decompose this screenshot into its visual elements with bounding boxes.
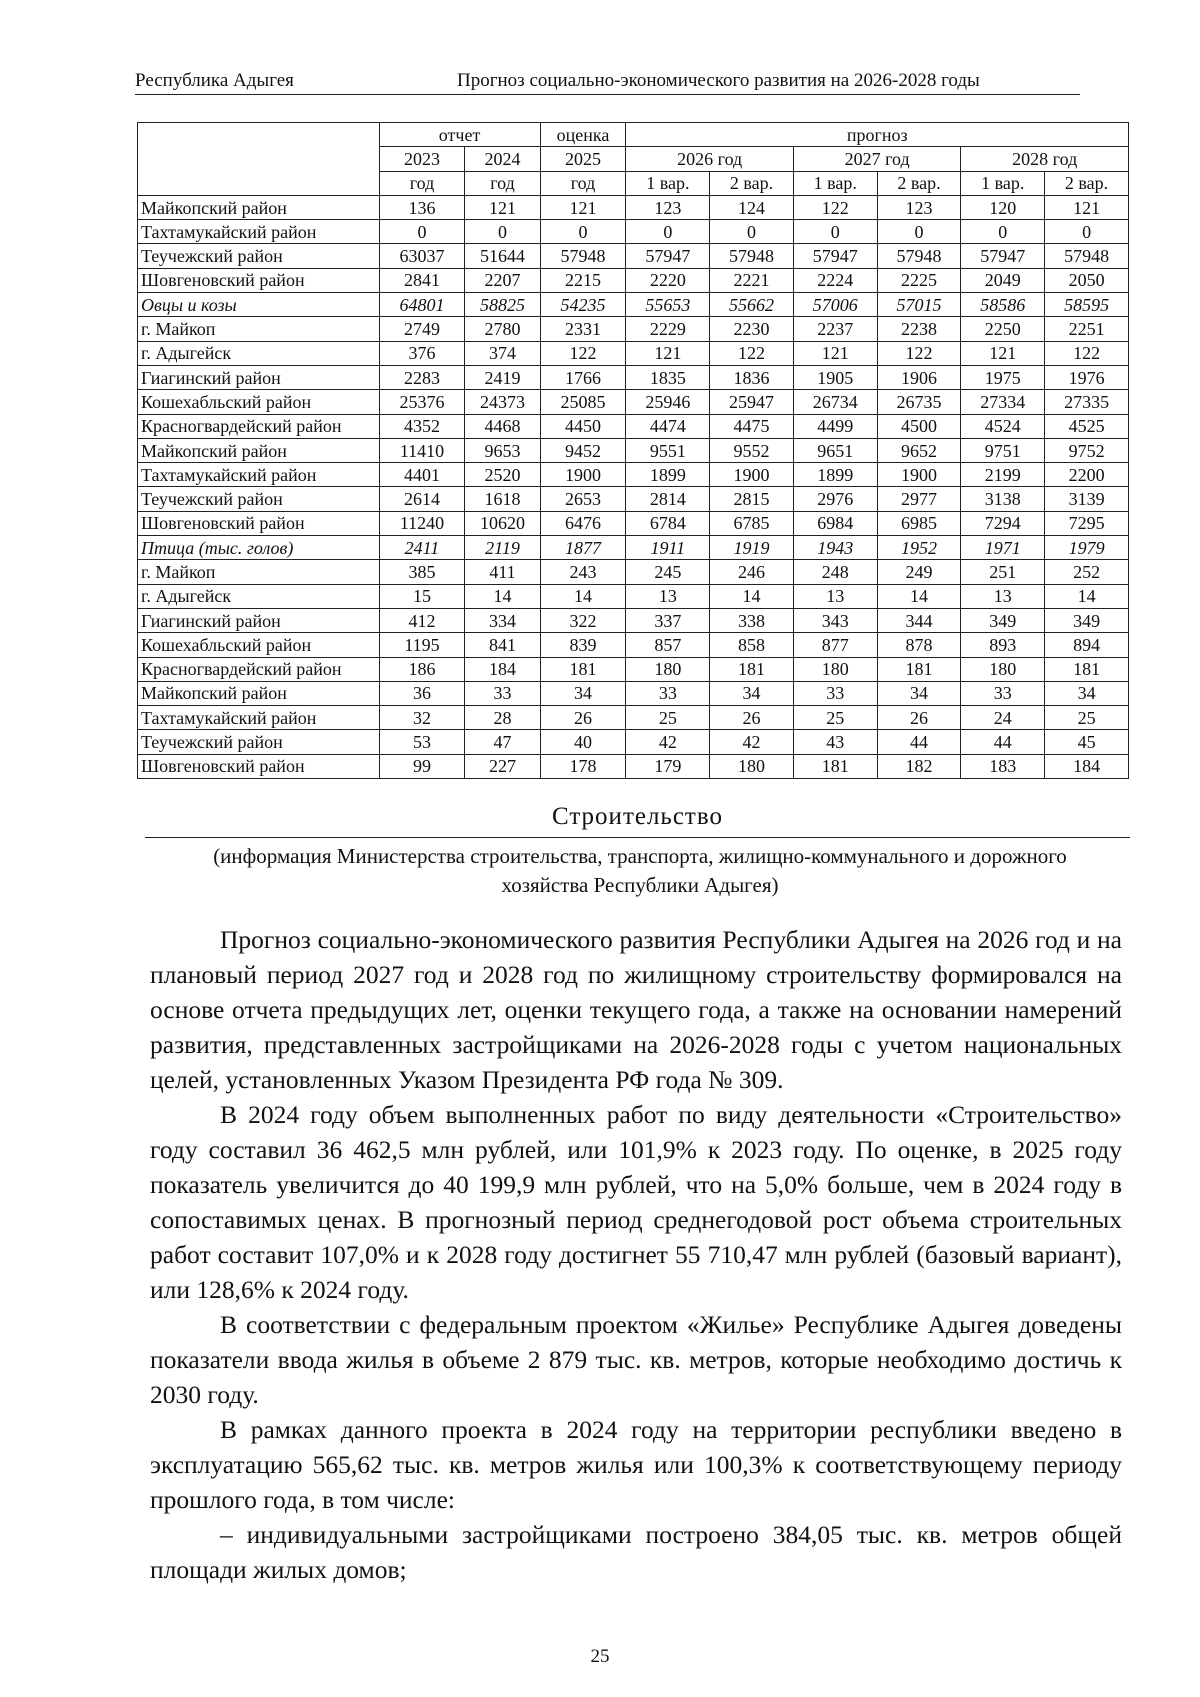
table-cell: 227 [465,754,540,778]
table-cell: 181 [793,754,877,778]
header-group-report: отчет [379,123,540,147]
table-cell: 57006 [793,293,877,317]
table-cell: 343 [793,608,877,632]
table-row [138,220,1129,244]
table-cell: 26 [540,706,626,730]
table-cell: 40 [540,730,626,754]
table-cell: 0 [379,220,465,244]
table-cell: 412 [379,608,465,632]
table-cell: 2614 [379,487,465,511]
table-cell: 179 [626,754,710,778]
header-group-estimate: оценка [540,123,626,147]
row-label: Гиагинский район [138,608,380,632]
running-header [135,68,1080,95]
body-text [150,922,1122,1587]
paragraph: Прогноз социально-экономического развития Республики Адыгея на 2026 год и на плановый период 2027 год и 2028 год по жилищному строительству формировался на основе отчета предыдущих лет, оценки текущего года, а также на основании намерений развития, представленных застройщиками на 2026-2028 годы с учетом национальных целей, установленных Указом Президента РФ года № 309. [150,925,1122,1094]
table-cell: 121 [465,195,540,219]
table-cell: 184 [1045,754,1129,778]
table-cell: 33 [961,681,1045,705]
table-cell: 9653 [465,438,540,462]
table-cell: 25 [626,706,710,730]
table-cell: 51644 [465,244,540,268]
table-cell: 14 [877,584,961,608]
table-cell: 4468 [465,414,540,438]
table-cell: 181 [540,657,626,681]
table-cell: 45 [1045,730,1129,754]
table-cell: 248 [793,560,877,584]
table-cell: 0 [961,220,1045,244]
header-variant: 2 вар. [877,171,961,195]
table-cell: 28 [465,706,540,730]
table-cell: 2331 [540,317,626,341]
table-row [138,633,1129,657]
forecast-table [137,122,1129,779]
table-row [138,681,1129,705]
row-label: Кошехабльский район [138,390,380,414]
table-cell: 3139 [1045,487,1129,511]
table-cell: 180 [961,657,1045,681]
table-header-group-row [138,123,1129,147]
table-cell: 25376 [379,390,465,414]
section-title: Строительство [551,803,723,830]
table-cell: 14 [710,584,794,608]
header-title: Прогноз социально-экономического развития на 2026-2028 годы [457,70,980,91]
section-divider [145,837,1130,838]
table-row [138,317,1129,341]
table-cell: 43 [793,730,877,754]
table-row [138,511,1129,535]
table-cell: 894 [1045,633,1129,657]
table-cell: 44 [877,730,961,754]
table-row [138,608,1129,632]
table-cell: 24 [961,706,1045,730]
row-label: Тахтамукайский район [138,463,380,487]
table-row [138,293,1129,317]
table-cell: 122 [540,341,626,365]
table-corner-cell [138,123,380,196]
table-cell: 54235 [540,293,626,317]
row-label: Тахтамукайский район [138,220,380,244]
row-label: г. Майкоп [138,560,380,584]
table-row [138,706,1129,730]
table-cell: 42 [626,730,710,754]
row-label: Гиагинский район [138,365,380,389]
table-cell: 2207 [465,268,540,292]
row-label: Теучежский район [138,487,380,511]
table-cell: 121 [1045,195,1129,219]
table-cell: 1911 [626,536,710,560]
table-cell: 2238 [877,317,961,341]
header-year-2025: 2025 [540,147,626,171]
header-variant: 2 вар. [710,171,794,195]
table-cell: 13 [793,584,877,608]
table-cell: 181 [710,657,794,681]
table-row [138,536,1129,560]
table-cell: 2841 [379,268,465,292]
table-row [138,438,1129,462]
table-cell: 374 [465,341,540,365]
table-cell: 2050 [1045,268,1129,292]
table-cell: 243 [540,560,626,584]
table-cell: 1836 [710,365,794,389]
table-cell: 63037 [379,244,465,268]
table-cell: 1979 [1045,536,1129,560]
table-cell: 0 [465,220,540,244]
table-cell: 4499 [793,414,877,438]
table-cell: 122 [877,341,961,365]
table-cell: 4525 [1045,414,1129,438]
row-label: г. Адыгейск [138,584,380,608]
table-cell: 252 [1045,560,1129,584]
table-cell: 53 [379,730,465,754]
table-cell: 57948 [877,244,961,268]
header-group-forecast: прогноз [626,123,1129,147]
header-variant: 1 вар. [626,171,710,195]
table-cell: 9551 [626,438,710,462]
table-cell: 2237 [793,317,877,341]
table-cell: 26735 [877,390,961,414]
row-label: Птица (тыс. голов) [138,536,380,560]
table-cell: 251 [961,560,1045,584]
table-cell: 2815 [710,487,794,511]
table-cell: 34 [877,681,961,705]
paragraph: В рамках данного проекта в 2024 году на территории республики введено в эксплуатацию 565,62 тыс. кв. метров жилья или 100,3% к соответствующему периоду прошлого года, в том числе: [150,1415,1122,1514]
table-cell: 4352 [379,414,465,438]
table-row [138,560,1129,584]
table-cell: 4475 [710,414,794,438]
paragraph: В соответствии с федеральным проектом «Жилье» Республике Адыгея доведены показатели ввода жилья в объеме 2 879 тыс. кв. метров, которые необходимо достичь к 2030 году. [150,1310,1122,1409]
table-cell: 27335 [1045,390,1129,414]
table-cell: 1877 [540,536,626,560]
table-cell: 2119 [465,536,540,560]
table-row [138,244,1129,268]
table-row [138,657,1129,681]
row-label: г. Адыгейск [138,341,380,365]
page-number: 25 [590,1646,610,1667]
header-year-2028: 2028 год [961,147,1129,171]
row-label: Майкопский район [138,438,380,462]
table-cell: 42 [710,730,794,754]
table-cell: 338 [710,608,794,632]
table-cell: 245 [626,560,710,584]
table-cell: 6785 [710,511,794,535]
table-cell: 878 [877,633,961,657]
table-cell: 6985 [877,511,961,535]
table-cell: 36 [379,681,465,705]
table-cell: 841 [465,633,540,657]
table-cell: 183 [961,754,1045,778]
table-cell: 376 [379,341,465,365]
table-row [138,487,1129,511]
table-cell: 180 [710,754,794,778]
table-cell: 1899 [626,463,710,487]
table-cell: 11240 [379,511,465,535]
table-cell: 178 [540,754,626,778]
table-cell: 14 [540,584,626,608]
table-cell: 7294 [961,511,1045,535]
table-cell: 25946 [626,390,710,414]
header-year-2024: 2024 [465,147,540,171]
row-label: Кошехабльский район [138,633,380,657]
section-source-note: (информация Министерства строительства, транспорта, жилищно-коммунального и дорожного хозяйства Республики Адыгея) [213,844,1067,897]
header-region: Республика Адыгея [135,70,294,91]
table-cell: 344 [877,608,961,632]
table-cell: 11410 [379,438,465,462]
table-row [138,584,1129,608]
table-cell: 47 [465,730,540,754]
table-cell: 33 [793,681,877,705]
table-cell: 2230 [710,317,794,341]
table-cell: 2225 [877,268,961,292]
header-year-2027: 2027 год [793,147,960,171]
table-cell: 181 [877,657,961,681]
table-cell: 55653 [626,293,710,317]
table-cell: 6476 [540,511,626,535]
table-cell: 2814 [626,487,710,511]
table-cell: 857 [626,633,710,657]
table-row [138,390,1129,414]
table-cell: 1618 [465,487,540,511]
table-cell: 99 [379,754,465,778]
header-variant: 2 вар. [1045,171,1129,195]
table-cell: 2250 [961,317,1045,341]
table-cell: 121 [961,341,1045,365]
table-cell: 1919 [710,536,794,560]
table-row [138,195,1129,219]
table-cell: 0 [1045,220,1129,244]
table-cell: 58595 [1045,293,1129,317]
table-cell: 322 [540,608,626,632]
table-cell: 2419 [465,365,540,389]
table-cell: 1952 [877,536,961,560]
header-year-word: год [540,171,626,195]
row-label: Шовгеновский район [138,754,380,778]
table-cell: 839 [540,633,626,657]
table-cell: 123 [626,195,710,219]
table-cell: 4401 [379,463,465,487]
table-cell: 2520 [465,463,540,487]
table-cell: 33 [465,681,540,705]
table-cell: 136 [379,195,465,219]
paragraph-list-item: – индивидуальными застройщиками построено 384,05 тыс. кв. метров общей площади жилых домов; [150,1520,1122,1584]
table-cell: 122 [710,341,794,365]
header-year-2023: 2023 [379,147,465,171]
table-cell: 57947 [626,244,710,268]
table-row [138,414,1129,438]
table-cell: 1900 [877,463,961,487]
table-cell: 25085 [540,390,626,414]
table-cell: 2221 [710,268,794,292]
table-cell: 1835 [626,365,710,389]
row-label: Майкопский район [138,195,380,219]
table-cell: 337 [626,608,710,632]
table-cell: 349 [961,608,1045,632]
table-cell: 25947 [710,390,794,414]
table-cell: 349 [1045,608,1129,632]
table-cell: 2977 [877,487,961,511]
header-year-2026: 2026 год [626,147,793,171]
table-cell: 2199 [961,463,1045,487]
table-cell: 44 [961,730,1045,754]
table-cell: 0 [793,220,877,244]
table-cell: 10620 [465,511,540,535]
table-cell: 57948 [540,244,626,268]
table-cell: 0 [626,220,710,244]
table-cell: 2283 [379,365,465,389]
table-cell: 858 [710,633,794,657]
table-cell: 877 [793,633,877,657]
table-cell: 4450 [540,414,626,438]
table-cell: 1905 [793,365,877,389]
table-row [138,754,1129,778]
table-cell: 1971 [961,536,1045,560]
paragraph: В 2024 году объем выполненных работ по виду деятельности «Строительство» году составил 36 462,5 млн рублей, или 101,9% к 2023 году. По оценке, в 2025 году показатель увеличится до 40 199,9 млн рублей, что на 5,0% больше, чем в 2024 году в сопоставимых ценах. В прогнозный период среднегодовой рост объема строительных работ составит 107,0% и к 2028 году достигнет 55 710,47 млн рублей (базовый вариант), или 128,6% к 2024 году. [150,1100,1122,1304]
table-cell: 34 [540,681,626,705]
table-cell: 0 [540,220,626,244]
table-cell: 14 [465,584,540,608]
table-cell: 57015 [877,293,961,317]
table-cell: 2220 [626,268,710,292]
table-cell: 1943 [793,536,877,560]
row-label: Овцы и козы [138,293,380,317]
table-row [138,365,1129,389]
table-cell: 7295 [1045,511,1129,535]
table-cell: 120 [961,195,1045,219]
table-cell: 122 [1045,341,1129,365]
table-cell: 15 [379,584,465,608]
table-cell: 1900 [710,463,794,487]
table-cell: 121 [626,341,710,365]
table-cell: 58825 [465,293,540,317]
table-row [138,341,1129,365]
table-cell: 249 [877,560,961,584]
table-cell: 26734 [793,390,877,414]
table-cell: 2049 [961,268,1045,292]
row-label: Майкопский район [138,681,380,705]
table-cell: 4500 [877,414,961,438]
table-cell: 6984 [793,511,877,535]
table-cell: 1899 [793,463,877,487]
table-cell: 124 [710,195,794,219]
table-cell: 57947 [961,244,1045,268]
table-cell: 25 [793,706,877,730]
table-cell: 13 [961,584,1045,608]
table-cell: 55662 [710,293,794,317]
table-cell: 180 [626,657,710,681]
table-row [138,463,1129,487]
table-cell: 1976 [1045,365,1129,389]
table-cell: 9552 [710,438,794,462]
table-cell: 121 [540,195,626,219]
table-cell: 14 [1045,584,1129,608]
table-cell: 2200 [1045,463,1129,487]
row-label: Тахтамукайский район [138,706,380,730]
table-cell: 25 [1045,706,1129,730]
table-cell: 2251 [1045,317,1129,341]
table-cell: 27334 [961,390,1045,414]
table-cell: 334 [465,608,540,632]
header-variant: 1 вар. [793,171,877,195]
table-cell: 1975 [961,365,1045,389]
table-cell: 9452 [540,438,626,462]
header-year-word: год [465,171,540,195]
table-cell: 34 [1045,681,1129,705]
table-cell: 0 [877,220,961,244]
table-cell: 385 [379,560,465,584]
table-cell: 121 [793,341,877,365]
table-cell: 57948 [1045,244,1129,268]
table-cell: 893 [961,633,1045,657]
table-cell: 32 [379,706,465,730]
table-cell: 13 [626,584,710,608]
table-cell: 1766 [540,365,626,389]
table-cell: 33 [626,681,710,705]
table-cell: 57948 [710,244,794,268]
table-cell: 184 [465,657,540,681]
row-label: Красногвардейский район [138,414,380,438]
table-row [138,730,1129,754]
table-cell: 6784 [626,511,710,535]
row-label: Шовгеновский район [138,268,380,292]
table-cell: 180 [793,657,877,681]
table-cell: 9652 [877,438,961,462]
table-cell: 2224 [793,268,877,292]
row-label: Теучежский район [138,730,380,754]
table-cell: 1906 [877,365,961,389]
table-cell: 3138 [961,487,1045,511]
row-label: Шовгеновский район [138,511,380,535]
table-cell: 1900 [540,463,626,487]
row-label: Красногвардейский район [138,657,380,681]
table-cell: 9651 [793,438,877,462]
table-cell: 1195 [379,633,465,657]
table-cell: 181 [1045,657,1129,681]
table-cell: 186 [379,657,465,681]
table-cell: 24373 [465,390,540,414]
table-cell: 4524 [961,414,1045,438]
table-cell: 2780 [465,317,540,341]
table-cell: 2215 [540,268,626,292]
table-cell: 26 [877,706,961,730]
table-cell: 2229 [626,317,710,341]
table-cell: 246 [710,560,794,584]
table-cell: 411 [465,560,540,584]
table-cell: 2749 [379,317,465,341]
row-label: Теучежский район [138,244,380,268]
table-cell: 4474 [626,414,710,438]
table-cell: 2653 [540,487,626,511]
table-cell: 0 [710,220,794,244]
table-cell: 58586 [961,293,1045,317]
table-cell: 122 [793,195,877,219]
table-cell: 26 [710,706,794,730]
table-cell: 9752 [1045,438,1129,462]
table-cell: 57947 [793,244,877,268]
header-year-word: год [379,171,465,195]
table-cell: 2976 [793,487,877,511]
table-row [138,268,1129,292]
table-cell: 34 [710,681,794,705]
row-label: г. Майкоп [138,317,380,341]
table-cell: 182 [877,754,961,778]
table-cell: 123 [877,195,961,219]
table-cell: 2411 [379,536,465,560]
table-cell: 64801 [379,293,465,317]
header-variant: 1 вар. [961,171,1045,195]
table-cell: 9751 [961,438,1045,462]
